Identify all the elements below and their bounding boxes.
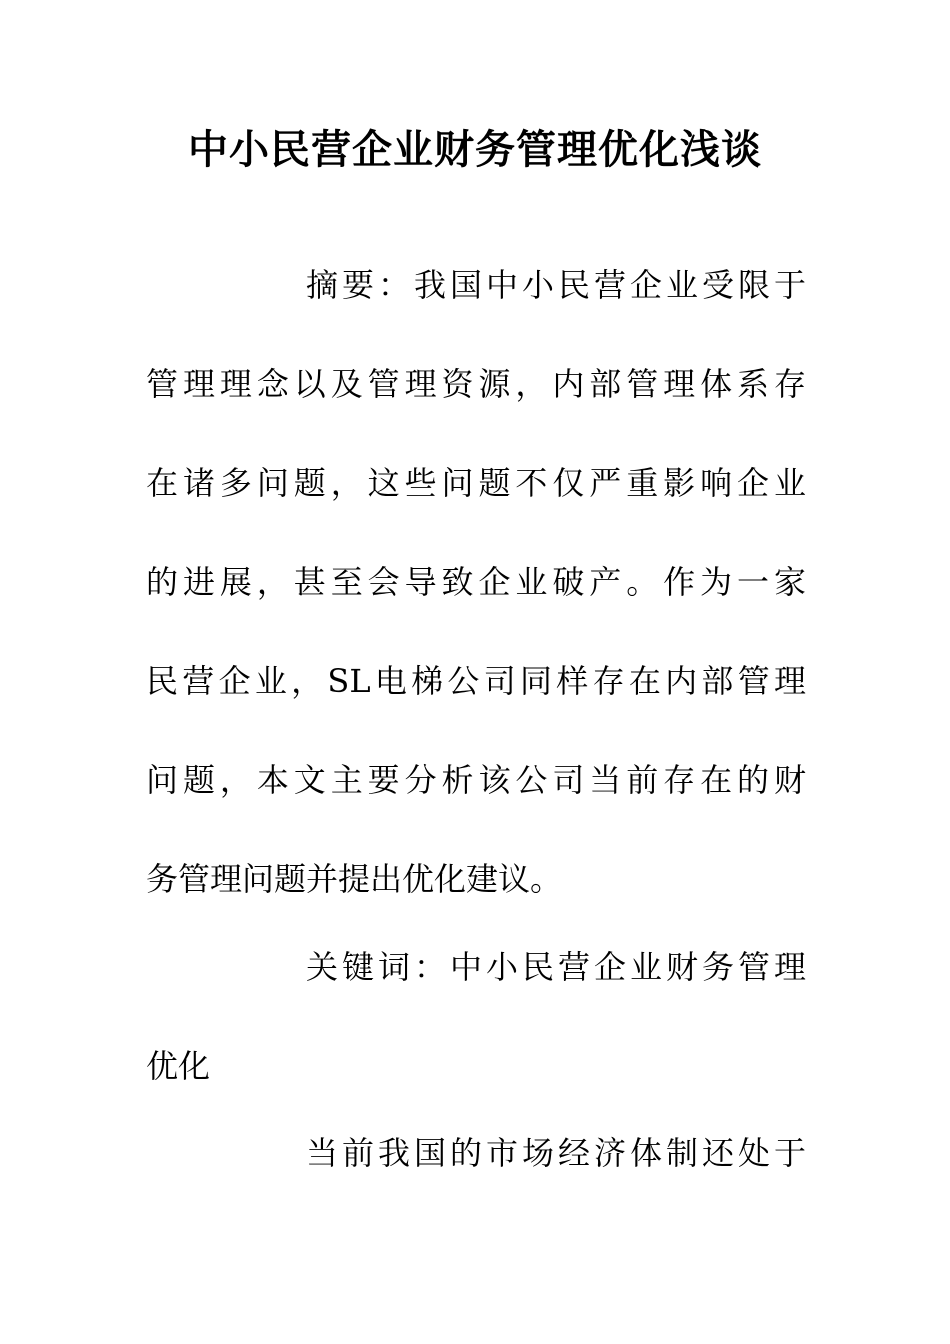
- abstract-line-4: 的进展，甚至会导致企业破产。作为一家: [146, 563, 806, 601]
- abstract-line-6: 问题，本文主要分析该公司当前存在的财: [146, 761, 806, 799]
- keywords-line-1: 关键词：中小民营企业财务管理: [306, 948, 806, 986]
- abstract-line-1: 摘要：我国中小民营企业受限于: [306, 266, 806, 304]
- abstract-line-5: 民营企业，SL电梯公司同样存在内部管理: [146, 662, 806, 700]
- abstract-line-2: 管理理念以及管理资源，内部管理体系存: [146, 365, 806, 403]
- document-title: 中小民营企业财务管理优化浅谈: [188, 127, 762, 173]
- body-line-1: 当前我国的市场经济体制还处于: [306, 1134, 806, 1172]
- keywords-line-2: 优化: [146, 1047, 211, 1085]
- abstract-line-7: 务管理问题并提出优化建议。: [146, 860, 563, 898]
- abstract-line-3: 在诸多问题，这些问题不仅严重影响企业: [146, 464, 806, 502]
